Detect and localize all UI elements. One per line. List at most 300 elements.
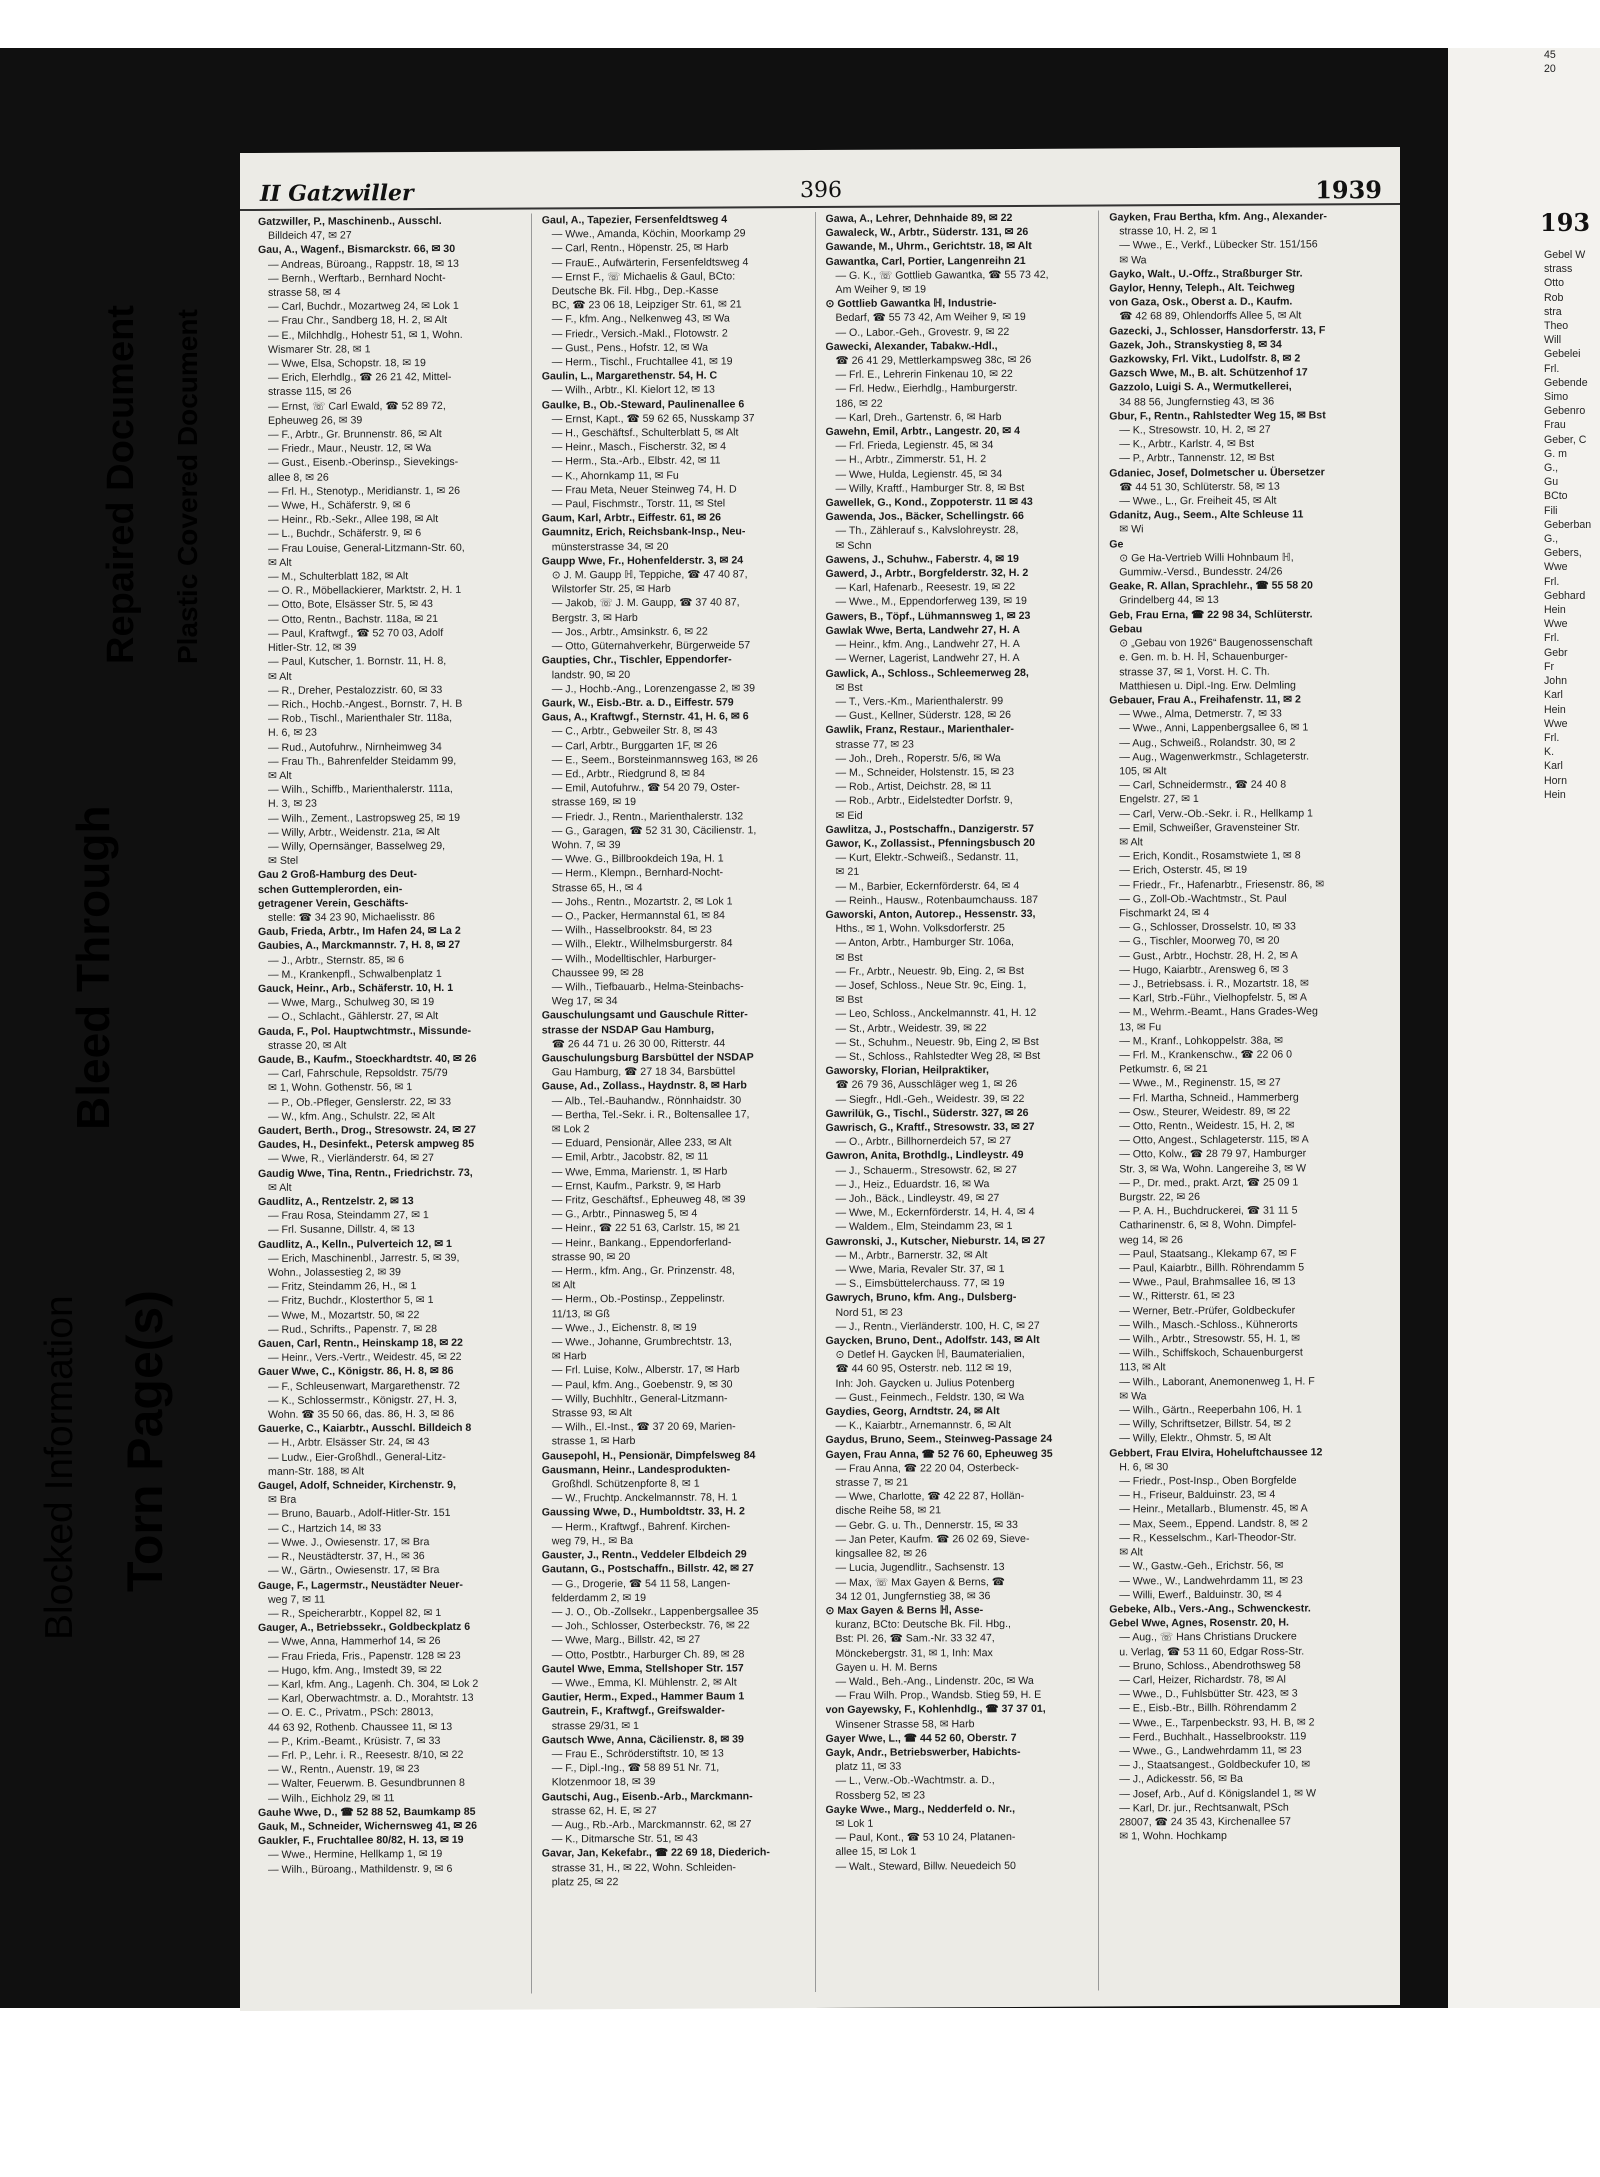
directory-entry: — Joh., Dreh., Roperstr. 5/6, ✉ Wa (835, 751, 1001, 765)
directory-entry: ✉ Alt (1119, 836, 1143, 849)
directory-entry: — F., kfm. Ang., Nelkenweg 43, ✉ Wa (551, 312, 730, 326)
strip-line: John (1544, 675, 1567, 688)
directory-entry: Gauerke, C., Kaiarbtr., Ausschl. Billdeich 8 (258, 1422, 472, 1436)
strip-line: Geber, C (1544, 433, 1587, 446)
directory-entry: — Aug., ☏ Hans Christians Druckere (1119, 1630, 1297, 1644)
directory-entry: — Wwe, M., Mozartstr. 50, ✉ 22 (268, 1308, 420, 1322)
directory-entry: — J., Heiz., Eduardstr. 16, ✉ Wa (835, 1177, 990, 1191)
directory-entry: — Ernst, Kapt., ☎ 59 62 65, Nusskamp 37 (551, 412, 755, 426)
directory-entry: allee 8, ✉ 26 (268, 471, 329, 484)
directory-entry: Geake, R. Allan, Sprachlehr., ☎ 55 58 20 (1109, 579, 1313, 593)
directory-entry: Gawrilük, G., Tischl., Süderstr. 327, ✉ 26 (825, 1106, 1029, 1120)
directory-entry: ✉ Alt (268, 1181, 292, 1194)
directory-entry: — Willi, Ewerf., Balduinstr. 30, ✉ 4 (1119, 1588, 1282, 1602)
directory-entry: — P. A. H., Buchdruckerei, ☎ 31 11 5 (1119, 1204, 1298, 1218)
directory-entry: mann-Str. 188, ✉ Alt (268, 1465, 365, 1478)
directory-entry: — Max, Seem., Eppend. Landstr. 8, ✉ 2 (1119, 1517, 1308, 1531)
directory-entry: ✉ Alt (268, 670, 292, 683)
directory-entry: — Heinr., Masch., Fischerstr. 32, ✉ 4 (551, 440, 727, 454)
directory-entry: — Wwe, M., Eckernförderstr. 14, H. 4, ✉ 4 (835, 1206, 1035, 1220)
directory-entry: — P., Dr. med., prakt. Arzt, ☎ 25 09 1 (1119, 1176, 1299, 1190)
directory-entry: Gauschulungsburg Barsbüttel der NSDAP (541, 1051, 754, 1065)
directory-entry: — Karl, Dr. jur., Rechtsanwalt, PSch (1119, 1801, 1289, 1815)
directory-entry: Gebel Wwe, Agnes, Rosenstr. 20, H. (1109, 1616, 1290, 1630)
directory-entry: — Wilh., Zement., Lastropsweg 25, ✉ 19 (268, 811, 460, 825)
directory-entry: Gauck, Heinr., Arb., Schäferstr. 10, H. 1 (258, 981, 454, 995)
directory-entry: von Gayewsky, F., Kohlenhdlg., ☎ 37 37 01, (825, 1703, 1046, 1717)
directory-entry: — Ernst, ☏ Carl Ewald, ☎ 52 89 72, (268, 399, 446, 413)
directory-entry: — Rich., Hochb.-Angest., Bornstr. 7, H. B (268, 697, 463, 711)
directory-entry: H. 6, ✉ 30 (1119, 1461, 1169, 1474)
directory-entry: — Wwe, Marg., Billstr. 42, ✉ 27 (551, 1633, 701, 1647)
directory-entry: — Lucia, Jugendlitr., Sachsenstr. 13 (835, 1561, 1005, 1575)
directory-entry: — Heinr., Rb.-Sekr., Allee 198, ✉ Alt (268, 513, 439, 527)
strip-line: Frl. (1544, 632, 1560, 645)
strip-line: G., (1544, 462, 1559, 475)
directory-entry: — P., Krim.-Beamt., Krüsistr. 7, ✉ 33 (268, 1734, 441, 1748)
directory-entry: — F., Arbtr., Gr. Brunnenstr. 86, ✉ Alt (268, 428, 442, 441)
label-blocked-information: Blocked Information (38, 1295, 81, 1640)
directory-entry: — J., Arbtr., Sternstr. 85, ✉ 6 (268, 953, 405, 967)
directory-entry: — Aug., Wagenwerkmstr., Schlageterstr. (1119, 750, 1310, 764)
directory-entry: ✉ Harb (551, 1350, 587, 1363)
directory-entry: — Otto, Postbtr., Harburger Ch. 89, ✉ 28 (551, 1647, 745, 1661)
directory-entry: Str. 3, ✉ Wa, Wohn. Langereihe 3, ✉ W (1119, 1162, 1306, 1176)
directory-entry: — Willy, Kraftf., Hamburger Str. 8, ✉ Bst (835, 481, 1025, 495)
directory-entry: — R., Dreher, Pestalozzistr. 60, ✉ 33 (268, 683, 443, 697)
directory-entry: — Aug., Rb.-Arb., Marckmannstr. 62, ✉ 27 (551, 1818, 752, 1832)
strip-line: Rob (1544, 291, 1564, 304)
directory-entry: — J., Betriebsass. i. R., Mozartstr. 18, ✉ (1119, 977, 1309, 991)
header-section (260, 180, 414, 207)
strip-line: Otto (1544, 277, 1565, 290)
directory-entry: — Rob., Artist, Deichstr. 28, ✉ 11 (835, 780, 992, 794)
directory-entry: — Frau Wilh. Prop., Wandsb. Stieg 59, H. E (835, 1688, 1042, 1703)
directory-entry: Gawronski, J., Kutscher, Nieburstr. 14, ✉ 27 (825, 1234, 1046, 1248)
directory-entry: — Wilh., El.-Inst., ☎ 37 20 69, Marien- (551, 1420, 736, 1434)
directory-entry: Gazzolo, Luigi S. A., Wermutkellerei, (1109, 380, 1292, 394)
directory-entry: strasse 62, H. E, ✉ 27 (551, 1804, 657, 1818)
strip-line: BCto (1544, 490, 1568, 503)
directory-entry: Bedarf, ☎ 55 73 42, Am Weiher 9, ✉ 19 (835, 311, 1026, 325)
directory-entry: Gaulke, B., Ob.-Steward, Paulinenallee 6 (541, 398, 745, 412)
directory-entry: H. 3, ✉ 23 (268, 797, 317, 811)
strip-line: Wwe (1544, 618, 1568, 631)
directory-entry: Inh: Joh. Gaycken u. Julius Potenberg (835, 1376, 1015, 1390)
directory-entry: — Gust., Kellner, Süderstr. 128, ✉ 26 (835, 709, 1012, 723)
directory-entry: — FrauE., Aufwärterin, Fersenfeldtsweg 4 (551, 255, 749, 270)
strip-line: Frl. (1544, 731, 1560, 744)
directory-entry: — Paul, Fischmstr., Torstr. 11, ✉ Stel (551, 497, 726, 511)
directory-entry: — R., Neustädterstr. 37, H., ✉ 36 (268, 1550, 425, 1563)
directory-entry: — J., Schauerm., Stresowstr. 62, ✉ 27 (835, 1163, 1017, 1177)
directory-entry: — M., Schneider, Holstenstr. 15, ✉ 23 (835, 765, 1014, 779)
directory-entry: Gummiw.-Versd., Bundesstr. 24/26 (1119, 565, 1283, 579)
strip-line: Frl. (1544, 575, 1560, 588)
directory-entry: felderdamm 2, ✉ 19 (551, 1591, 647, 1605)
directory-entry: von Gaza, Osk., Oberst a. D., Kaufm. (1109, 295, 1293, 309)
directory-entry: 105, ✉ Alt (1119, 765, 1167, 778)
directory-entry: — Wwe., Emma, Kl. Mühlenstr. 2, ✉ Alt (551, 1676, 737, 1690)
directory-entry: — Wwe., G., Landwehrdamm 11, ✉ 23 (1119, 1744, 1302, 1758)
directory-entry: — W., Fruchtp. Anckelmannstr. 78, H. 1 (551, 1491, 738, 1505)
directory-entry: — Frau Meta, Neuer Steinweg 74, H. D (551, 483, 737, 497)
directory-entry: — Frl. Martha, Schneid., Hammerberg (1119, 1091, 1299, 1105)
directory-entry: — Paul, Kaiarbtr., Billh. Röhrendamm 5 (1119, 1261, 1305, 1275)
directory-entry: — Wilh., Büroang., Mathildenstr. 9, ✉ 6 (268, 1862, 453, 1876)
label-bleed-through: Bleed Through (67, 805, 119, 1130)
directory-entry: — Wwe., Amanda, Köchin, Moorkamp 29 (551, 227, 746, 241)
directory-entry: — M., Krankenpfl., Schwalbenplatz 1 (268, 967, 442, 981)
directory-entry: — Wwe. J., Owiesenstr. 17, ✉ Bra (268, 1535, 430, 1549)
directory-entry: Gdanitz, Aug., Seem., Alte Schleuse 11 (1109, 508, 1304, 522)
directory-entry: ✉ Lok 2 (551, 1123, 590, 1136)
directory-entry: — Wwe. G., Billbrookdeich 19a, H. 1 (551, 852, 724, 866)
directory-entry: — Wwe., Anni, Lappenbergsallee 6, ✉ 1 (1119, 721, 1309, 735)
directory-entry: — M., Wehrm.-Beamt., Hans Grades-Weg (1119, 1005, 1318, 1019)
directory-entry: — Wilh., Eichholz 29, ✉ 11 (268, 1791, 395, 1805)
directory-entry: — Josef, Schloss., Neue Str. 9c, Eing. 1, (835, 978, 1027, 992)
directory-entry: ✉ Bst (835, 993, 863, 1007)
directory-entry: — K., Kaiarbtr., Arnemannstr. 6, ✉ Alt (835, 1419, 1012, 1433)
directory-entry: Gayken, Frau Bertha, kfm. Ang., Alexander- (1109, 210, 1327, 224)
directory-entry: — Frl. Susanne, Dillstr. 4, ✉ 13 (268, 1223, 415, 1237)
directory-entry: — Wwe., Hermine, Hellkamp 1, ✉ 19 (268, 1848, 443, 1862)
header-section-numeral: II (260, 180, 281, 207)
directory-entry: — Wilh., Arbtr., Stresowstr. 55, H. 1, ✉ (1119, 1332, 1301, 1346)
directory-entry: Gaydies, Georg, Arndtstr. 24, ✉ Alt (825, 1405, 1000, 1419)
directory-entry: — M., Schulterblatt 182, ✉ Alt (268, 570, 409, 583)
strip-line: G., (1544, 533, 1559, 546)
directory-entry: — Wwe., E., Tarpenbeckstr. 93, H. B, ✉ 2 (1119, 1715, 1315, 1729)
directory-entry: Gawlak Wwe, Berta, Landwehr 27, H. A (825, 623, 1020, 637)
directory-entry: ✉ Lok 1 (835, 1817, 874, 1830)
directory-entry: — Otto, Rentn., Weidestr. 15, H. 2, ✉ (1119, 1119, 1295, 1133)
directory-entry: — Willy, Schriftsetzer, Billstr. 54, ✉ 2 (1119, 1417, 1291, 1431)
strip-top-line: 45 (1544, 49, 1556, 61)
directory-entry: strasse 77, ✉ 23 (835, 738, 914, 751)
directory-entry: — Osw., Steurer, Weidestr. 89, ✉ 22 (1119, 1105, 1291, 1119)
directory-entry: Wilstorfer Str. 25, ✉ Harb (551, 583, 671, 596)
directory-entry: — Fr., Arbtr., Neuestr. 9b, Eing. 2, ✉ Bst (835, 964, 1024, 978)
directory-entry: — P., Ob.-Pfleger, Genslerstr. 22, ✉ 33 (268, 1095, 451, 1109)
directory-entry: — L., Buchdr., Schäferstr. 9, ✉ 6 (268, 527, 422, 541)
directory-entry: strasse 10, H. 2, ✉ 1 (1119, 225, 1218, 238)
directory-entry: Gawerd, J., Arbtr., Borgfelderstr. 32, H. 2 (825, 566, 1029, 581)
directory-entry: Gayen, Frau Anna, ☎ 52 76 60, Epheuweg 35 (825, 1447, 1053, 1461)
directory-entry: Geb, Frau Erna, ☎ 22 98 34, Schlüterstr. (1109, 608, 1313, 622)
directory-entry: — J., Rentn., Vierländerstr. 100, H. C, ✉ 27 (835, 1319, 1040, 1333)
directory-entry: — Heinr., Vers.-Vertr., Weidestr. 45, ✉ 22 (268, 1351, 462, 1365)
directory-entry: 44 63 92, Rothenb. Chaussee 11, ✉ 13 (268, 1720, 453, 1734)
directory-entry: platz 11, ✉ 33 (835, 1760, 902, 1774)
strip-line: Theo (1544, 320, 1569, 333)
directory-entry: Gdaniec, Josef, Dolmetscher u. Übersetzer (1109, 466, 1325, 480)
directory-entry: ✉ Wa (1119, 253, 1147, 267)
directory-entry: Gauda, F., Pol. Hauptwchtmstr., Missunde- (258, 1024, 472, 1038)
directory-entry: — H., Geschäftsf., Schulterblatt 5, ✉ Alt (551, 426, 739, 440)
directory-entry: Gaupties, Chr., Tischler, Eppendorfer- (541, 653, 732, 667)
directory-entry: — R., Kesselschm., Karl-Theodor-Str. (1119, 1531, 1297, 1545)
column-3 (826, 211, 1100, 1992)
directory-entry: ☎ 26 44 71 u. 26 30 00, Ritterstr. 44 (551, 1037, 726, 1051)
directory-entry: 13, ✉ Fu (1119, 1020, 1162, 1034)
directory-entry: Großhdl. Schützenpforte 8, ✉ 1 (551, 1477, 700, 1491)
directory-entry: — K., Arbtr., Karlstr. 4, ✉ Bst (1119, 437, 1255, 451)
directory-entry: — St., Schloss., Rahlstedter Weg 28, ✉ Bst (835, 1049, 1041, 1063)
directory-entry: Gawrych, Bruno, kfm. Ang., Dulsberg- (825, 1291, 1017, 1305)
strip-line: K. (1544, 746, 1555, 759)
directory-entry: Gawor, K., Zollassist., Pfenningsbusch 20 (825, 836, 1036, 850)
directory-entry: weg 7, ✉ 11 (268, 1593, 325, 1606)
strip-line: Will (1544, 334, 1562, 347)
directory-entry: — Jos., Arbtr., Amsinkstr. 6, ✉ 22 (551, 625, 708, 639)
directory-entry: Nord 51, ✉ 23 (835, 1306, 903, 1319)
directory-entry: — Wilh., Masch.-Schloss., Kühnerorts (1119, 1318, 1298, 1332)
directory-entry: Gaum, Karl, Arbtr., Eiffestr. 61, ✉ 26 (541, 511, 721, 525)
directory-entry: Catharinenstr. 6, ✉ 8, Wohn. Dimpfel- (1119, 1218, 1297, 1232)
directory-entry: Gaylor, Henny, Teleph., Alt. Teichweg (1109, 281, 1295, 295)
directory-entry: — Bernh., Werftarb., Bernhard Nocht- (268, 271, 446, 285)
strip-line: Gebelei (1544, 348, 1581, 361)
strip-line: Hein (1544, 604, 1566, 617)
directory-entry: — Carl, Heizer, Richardstr. 78, ✉ Al (1119, 1673, 1286, 1687)
strip-line: Gebr (1544, 646, 1568, 659)
directory-entry: weg 79, H., ✉ Ba (551, 1534, 634, 1548)
directory-entry: — Wwe, Emma, Marienstr. 1, ✉ Harb (551, 1165, 728, 1179)
directory-entry: ✉ Schn (835, 539, 872, 552)
directory-entry: — Frau Louise, General-Litzmann-Str. 60, (268, 541, 465, 555)
directory-entry: ☎ 26 79 36, Ausschläger weg 1, ✉ 26 (835, 1078, 1018, 1092)
directory-entry: ✉ Bra (268, 1494, 297, 1507)
directory-entry: — H., Arbtr., Zimmerstr. 51, H. 2 (835, 453, 987, 467)
directory-entry: — Wwe., E., Verkf., Lübecker Str. 151/156 (1119, 238, 1318, 252)
label-plastic-covered-document: Plastic Covered Document (172, 309, 203, 664)
directory-entry: Gawa, A., Lehrer, Dehnhaide 89, ✉ 22 (825, 211, 1013, 225)
directory-entry: — J., Hochb.-Ang., Lorenzengasse 2, ✉ 39 (551, 682, 755, 696)
directory-entry: 11/13, ✉ Gß (551, 1307, 610, 1321)
directory-entry: — Herm., kfm. Ang., Gr. Prinzenstr. 48, (551, 1264, 735, 1278)
directory-entry: ✉ Alt (1119, 1546, 1143, 1559)
directory-entry: — Wwe., W., Landwehrdamm 11, ✉ 23 (1119, 1573, 1303, 1587)
directory-entry: — Jakob, ☏ J. M. Gaupp, ☎ 37 40 87, (551, 596, 740, 610)
header-year: 1939 (1315, 175, 1382, 205)
directory-entry: münsterstrasse 34, ✉ 20 (551, 540, 669, 554)
directory-entry: Wohn. 7, ✉ 39 (551, 838, 621, 852)
header-name: Gatzwiller (288, 180, 414, 207)
directory-entry: — Erich, Osterstr. 45, ✉ 19 (1119, 864, 1248, 877)
directory-entry: — Otto, Güternahverkehr, Bürgerweide 57 (551, 639, 751, 653)
directory-entry: Gauer Wwe, C., Königstr. 86, H. 8, ✉ 86 (258, 1365, 454, 1379)
directory-entry: — Heinr., Bankang., Eppendorferland- (551, 1236, 732, 1250)
directory-entry: Petkumstr. 6, ✉ 21 (1119, 1063, 1208, 1076)
directory-entry: ✉ 21 (835, 866, 860, 879)
directory-entry: Gbur, F., Rentn., Rahlstedter Weg 15, ✉ Bst (1109, 409, 1326, 423)
directory-entry: Gazkowsky, Frl. Vikt., Ludolfstr. 8, ✉ 2 (1109, 352, 1301, 366)
directory-entry: — Herm., Ob.-Postinsp., Zeppelinstr. (551, 1292, 725, 1306)
directory-entry: — Erich, Kondit., Rosamstwiete 1, ✉ 8 (1119, 849, 1301, 863)
directory-entry: — G., Tischler, Moorweg 70, ✉ 20 (1119, 934, 1280, 948)
directory-entry: — Frl. Hedw., Eierhdlg., Hamburgerstr. (835, 382, 1018, 396)
directory-entry: — G. K., ☏ Gottlieb Gawantka, ☎ 55 73 42, (835, 268, 1049, 282)
directory-entry: Strasse 65, H., ✉ 4 (551, 881, 643, 894)
directory-entry: — M., Barbier, Eckernförderstr. 64, ✉ 4 (835, 879, 1020, 893)
directory-entry: ✉ Bst (835, 681, 863, 694)
directory-entry: — Wwe, Anna, Hammerhof 14, ✉ 26 (268, 1635, 441, 1649)
directory-entry: — Karl, kfm. Ang., Lagenh. Ch. 304, ✉ Lok 2 (268, 1677, 479, 1691)
directory-entry: — Heinr., Metallarb., Blumenstr. 45, ✉ A (1119, 1502, 1308, 1516)
directory-entry: strasse 31, H., ✉ 22, Wohn. Schleiden- (551, 1861, 736, 1874)
directory-entry: ✉ Alt (268, 556, 292, 569)
directory-entry: Gaudes, H., Desinfekt., Petersk ampweg 85 (258, 1138, 475, 1152)
directory-entry: Engelstr. 27, ✉ 1 (1119, 793, 1199, 806)
directory-entry: Gautsch Wwe, Anna, Cäcilienstr. 8, ✉ 39 (541, 1733, 744, 1747)
directory-entry: Gazecki, J., Schlosser, Hansdorferstr. 13, F (1109, 323, 1326, 338)
directory-entry: Gaudig Wwe, Tina, Rentn., Friedrichstr. 73, (258, 1166, 473, 1180)
directory-entry: — Willy, Elektr., Ohmstr. 5, ✉ Alt (1119, 1432, 1271, 1445)
directory-entry: — Wilh., Gärtn., Reeperbahn 106, H. 1 (1119, 1403, 1302, 1417)
directory-entry: — Gust., Feinmech., Feldstr. 130, ✉ Wa (835, 1390, 1025, 1404)
directory-entry: ⊙ J. M. Gaupp ℍ, Teppiche, ☎ 47 40 87, (551, 568, 748, 582)
directory-entry: — Wwe., D., Fuhlsbütter Str. 423, ✉ 3 (1119, 1687, 1298, 1701)
directory-entry: 34 12 01, Jungfernstieg 38, ✉ 36 (835, 1589, 991, 1603)
directory-entry: — Willy, Buchhltr., General-Litzmann- (551, 1392, 728, 1406)
directory-entry: — Carl, Verw.-Ob.-Sekr. i. R., Hellkamp 1 (1119, 806, 1313, 820)
strip-line: Simo (1544, 391, 1569, 404)
directory-entry: ✉ Eid (835, 809, 863, 822)
directory-entry: Gautann, G., Postschaffn., Billstr. 42, ✉ 27 (541, 1562, 754, 1576)
directory-entry: Gatzwiller, P., Maschinenb., Ausschl. (258, 214, 442, 228)
directory-entry: — E., Eisb.-Btr., Billh. Röhrendamm 2 (1119, 1701, 1297, 1715)
directory-entry: — Erich, Elerhdlg., ☎ 26 21 42, Mittel- (268, 371, 452, 385)
directory-entry: — Frl. H., Stenotyp., Meridianstr. 1, ✉ 26 (268, 484, 460, 498)
column-2 (542, 212, 816, 1993)
directory-entry: — Wilh., Modelltischler, Harburger- (551, 952, 716, 965)
directory-entry: — Joh., Bäck., Lindleystr. 49, ✉ 27 (835, 1192, 1000, 1205)
directory-entry: — Emil, Arbtr., Jacobstr. 82, ✉ 11 (551, 1150, 709, 1164)
strip-line: Wwe (1544, 561, 1568, 574)
strip-line: Hein (1544, 703, 1566, 716)
directory-entry: Gausmann, Heinr., Landesprodukten- (541, 1463, 731, 1477)
directory-entry: — Wwe., L., Gr. Freiheit 45, ✉ Alt (1119, 494, 1277, 508)
directory-entry: — Wwe, Hulda, Legienstr. 45, ✉ 34 (835, 467, 1003, 481)
directory-entry: — Bruno, Schloss., Abendrothsweg 58 (1119, 1659, 1301, 1673)
directory-entry: Gawlitza, J., Postschaffn., Danzigerstr. 57 (825, 822, 1034, 836)
directory-entry: platz 25, ✉ 22 (551, 1875, 619, 1889)
directory-entry: Hitler-Str. 12, ✉ 39 (268, 641, 357, 654)
directory-entry: ✉ 1, Wohn. Gothenstr. 56, ✉ 1 (268, 1081, 413, 1095)
directory-entry: Gauge, F., Lagermstr., Neustädter Neuer- (258, 1578, 463, 1592)
directory-entry: ⊙ Detlef H. Gaycken ℍ, Baumaterialien, (835, 1348, 1025, 1362)
directory-entry: — Werner, Lagerist, Landwehr 27, H. A (835, 652, 1020, 666)
directory-entry: — O., Schlacht., Gählerstr. 27, ✉ Alt (268, 1010, 439, 1024)
directory-entry: Gawantka, Carl, Portier, Langenreihn 21 (825, 254, 1026, 268)
directory-entry: Gawellek, G., Kond., Zoppoterstr. 11 ✉ 43 (825, 495, 1033, 510)
directory-entry: Gayer Wwe, L., ☎ 44 52 60, Oberstr. 7 (825, 1731, 1017, 1745)
directory-entry: strasse 37, ✉ 1, Vorst. H. C. Th. (1119, 665, 1270, 678)
directory-entry: Gayke Wwe., Marg., Nedderfeld o. Nr., (825, 1802, 1016, 1816)
directory-entry: — Siegfr., Hdl.-Geh., Weidestr. 39, ✉ 22 (835, 1092, 1025, 1106)
directory-entry: Gaul, A., Tapezier, Fersenfeldtsweg 4 (541, 213, 728, 227)
directory-entry: — Alb., Tel.-Bauhandw., Rönnhaidstr. 30 (551, 1094, 742, 1107)
directory-entry: Gawens, J., Schuhw., Faberstr. 4, ✉ 19 (825, 552, 1019, 566)
directory-entry: ☎ 42 68 89, Ohlendorffs Allee 5, ✉ Alt (1119, 309, 1302, 323)
label-repaired-document: Repaired Document (100, 305, 142, 664)
directory-entry: Gau, A., Wagenf., Bismarckstr. 66, ✉ 30 (258, 243, 456, 257)
directory-entry: 28007, ☎ 24 35 43, Kirchenallee 57 (1119, 1815, 1291, 1829)
directory-entry: — Wilh., Hasselbrookstr. 84, ✉ 23 (551, 923, 712, 937)
strip-line: G. m (1544, 447, 1567, 460)
directory-entry: — Anton, Arbtr., Hamburger Str. 106a, (835, 936, 1014, 950)
directory-entry: Gaugel, Adolf, Schneider, Kirchenstr. 9, (258, 1478, 456, 1493)
directory-entry: Wohn. ☎ 35 50 66, das. 86, H. 3, ✉ 86 (268, 1407, 455, 1421)
directory-entry: — Paul, Staatsang., Klekamp 67, ✉ F (1119, 1247, 1297, 1261)
directory-entry: Gaupp Wwe, Fr., Hohenfelderstr. 3, ✉ 24 (541, 554, 744, 568)
directory-entry: Klotzenmoor 18, ✉ 39 (551, 1776, 656, 1789)
directory-entry: — Wwe., Johanne, Grumbrechtstr. 13, (551, 1335, 732, 1349)
directory-entry: — Waldem., Elm, Steindamm 23, ✉ 1 (835, 1220, 1013, 1234)
directory-entry: — Ernst, Kaufm., Parkstr. 9, ✉ Harb (551, 1179, 721, 1193)
directory-entry: Gebeke, Alb., Vers.-Ang., Schwenckestr. (1109, 1602, 1311, 1616)
directory-entry: — Frau Chr., Sandberg 18, H. 2, ✉ Alt (268, 314, 448, 328)
directory-entry: — Rob., Tischl., Marienthaler Str. 118a, (268, 712, 453, 725)
directory-entry: Gaydus, Bruno, Seem., Steinweg-Passage 24 (825, 1433, 1053, 1447)
directory-entry: stelle: ☎ 34 23 90, Michaelisstr. 86 (268, 910, 435, 924)
directory-entry: — J., Staatsangest., Goldbeckufer 10, ✉ (1119, 1758, 1311, 1772)
directory-entry: Gautrein, F., Kraftwgf., Greifswalder- (541, 1704, 725, 1718)
directory-entry: Gauschulungsamt und Gauschule Ritter- (541, 1008, 748, 1022)
directory-entry: Winsener Strasse 58, ✉ Harb (835, 1717, 975, 1731)
directory-entry: — Hugo, kfm. Ang., Imstedt 39, ✉ 22 (268, 1663, 442, 1677)
directory-entry: — Wwe, H., Schäferstr. 9, ✉ 6 (268, 499, 411, 512)
directory-entry: — Fritz, Buchdr., Klosterthor 5, ✉ 1 (268, 1294, 434, 1308)
directory-entry: ⊙ Gottlieb Gawantka ℍ, Industrie- (825, 297, 997, 311)
directory-entry: ✉ Alt (551, 1279, 576, 1292)
directory-entry: Ge (1109, 538, 1124, 551)
directory-entry: — Frl. Luise, Kolw., Alberstr. 17, ✉ Harb (551, 1363, 740, 1377)
directory-entry: Gazek, Joh., Stranskystieg 8, ✉ 34 (1109, 338, 1282, 352)
directory-entry: — M., Arbtr., Barnerstr. 32, ✉ Alt (835, 1248, 988, 1262)
page-number: 396 (800, 177, 842, 204)
directory-entry: strasse 29/31, ✉ 1 (551, 1719, 639, 1732)
directory-entry: — Paul, kfm. Ang., Goebenstr. 9, ✉ 30 (551, 1378, 733, 1392)
directory-entry: — Jan Peter, Kaufm. ☎ 26 02 69, Sieve- (835, 1532, 1030, 1546)
directory-entry: strasse 58, ✉ 4 (268, 286, 341, 299)
directory-entry: — Bruno, Bauarb., Adolf-Hitler-Str. 151 (268, 1507, 451, 1521)
directory-entry: — Wilh., Schiffb., Marienthalerstr. 111a, (268, 783, 453, 797)
directory-entry: — Reinh., Hausw., Rotenbaumchauss. 187 (835, 893, 1039, 907)
directory-entry: — Gust., Pens., Hofstr. 12, ✉ Wa (551, 341, 709, 355)
directory-entry: kuranz, BCto: Deutsche Bk. Fil. Hbg., (835, 1618, 1011, 1632)
directory-entry: ☎ 44 60 95, Osterstr. neb. 112 ✉ 19, (835, 1362, 1012, 1376)
directory-entry: — Joh., Schlosser, Osterbeckstr. 76, ✉ 22 (551, 1619, 750, 1633)
directory-entry: ✉ Wa (1119, 1390, 1147, 1403)
directory-entry: — H., Arbtr. Elsässer Str. 24, ✉ 43 (268, 1436, 430, 1450)
directory-entry: — Herm., Tischl., Fruchtallee 41, ✉ 19 (551, 355, 733, 369)
directory-entry: — Wwe, Charlotte, ☎ 42 22 87, Hollän- (835, 1490, 1025, 1504)
directory-entry: — St., Schuhm., Neuestr. 9b, Eing 2, ✉ Bst (835, 1035, 1039, 1049)
directory-entry: — Wilh., Laborant, Anemonenweg 1, H. F (1119, 1375, 1315, 1389)
directory-entry: — Kurt, Elektr.-Schweiß., Sedanstr. 11, (835, 851, 1019, 865)
directory-entry: — Gebr. G. u. Th., Dennerstr. 15, ✉ 33 (835, 1518, 1018, 1532)
directory-entry: Gau Hamburg, ☎ 27 18 34, Barsbüttel (551, 1065, 736, 1079)
directory-entry: Gazsch Wwe, M., B. alt. Schützenhof 17 (1109, 366, 1308, 380)
strip-line: Frau (1544, 419, 1566, 432)
strip-line: Gebenro (1544, 405, 1586, 418)
directory-entry: — Karl, Hafenarb., Reesestr. 19, ✉ 22 (835, 581, 1016, 595)
directory-entry: — Frau Th., Bahrenfelder Steidamm 99, (268, 754, 457, 768)
directory-entry: — Karl, Dreh., Gartenstr. 6, ✉ Harb (835, 410, 1002, 424)
